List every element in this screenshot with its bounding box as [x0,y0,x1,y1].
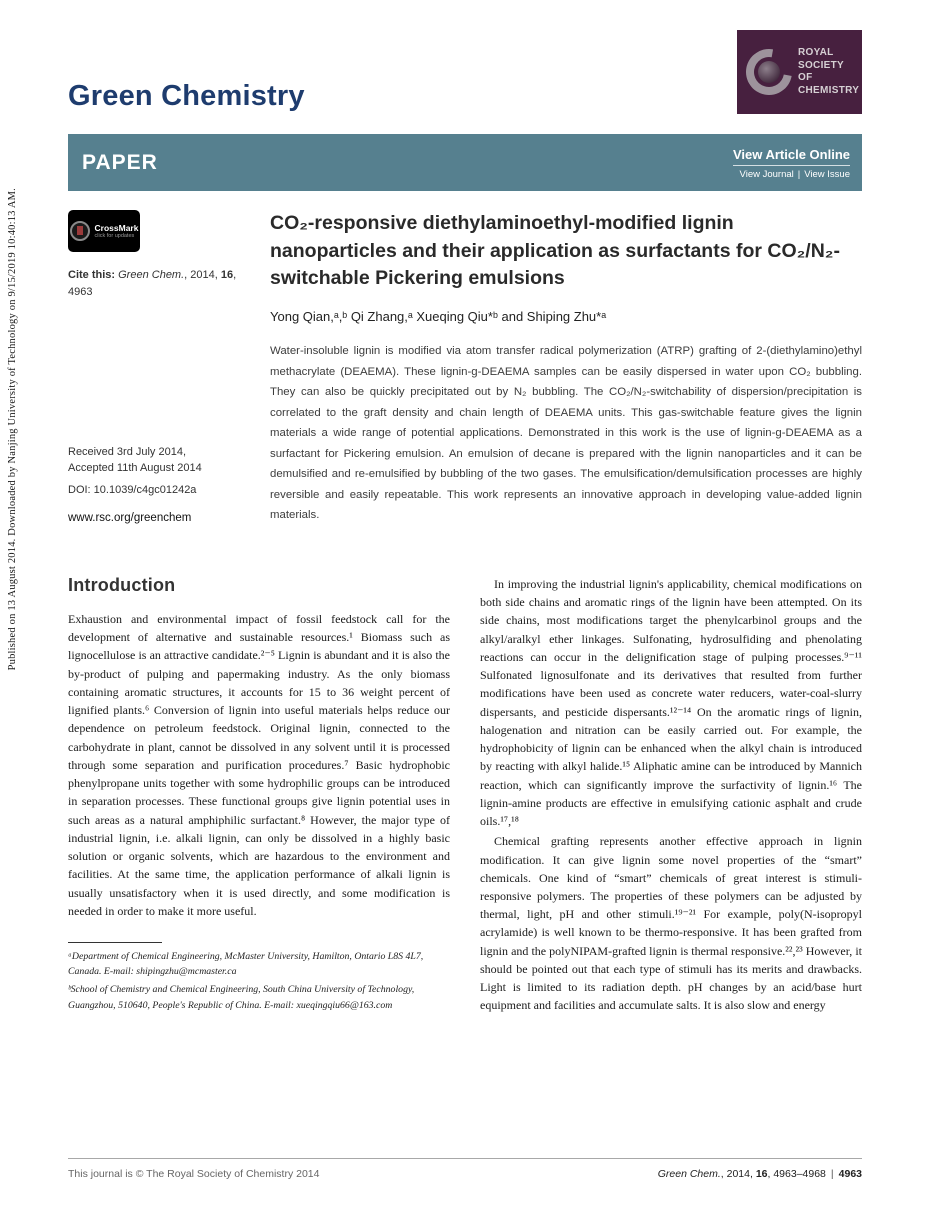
crossmark-icon [70,221,90,241]
article-type-banner [68,134,862,191]
footer-page-number: 4963 [838,1168,862,1180]
article-meta-column [68,210,270,526]
intro-paragraph-1: Exhaustion and environmental impact of fossil feedstock call for the development of alternative and sustainable resources.¹ Biomass such as lignocellulose is an attractive candidate.²⁻⁵ Lignin is abundant and it is also the by-product of pulping and papermaking industry. As the only biomass containing aromatic structures, it accounts for 15 to 36 weight percent of lignified plants.⁶ Conversion of lignin into useful materials helps reduce our dependence on petroleum feedstock. Original lignin, connected to the carbohydrate in plant, cannot be dissolved in any solvent until it is processed through some separation and purification procedures.⁷ Basic hydrophobic phenylpropane units together with some hydrophilic groups can be introduced in separation processes. These functional groups give lignin potential uses in such areas as a natural amphiphilic surfactant.⁸ However, the major type of industrial lignin, i.e. alkali lignin, can only be dissolved in a highly basic solution or organic solvents, which are hazardous to the environment and facilities. At the same time, the application performance of alkali lignin is usually unsatisfactory when it is used directly, and some modification is needed in order to make it more useful. [68,612,450,918]
view-links [733,169,850,180]
citation-info [68,267,248,301]
doi: DOI: 10.1039/c4gc01242a [68,483,197,496]
article-title: CO₂-responsive diethylaminoethyl-modified lignin nanoparticles and their application as surfactants for CO₂/N₂-switchable Pickering emulsions [270,212,840,290]
footer-pages: , 4963–4968 [767,1168,826,1180]
article-header [68,210,862,526]
body-right-column [480,575,862,1016]
accepted-date: Accepted 11th August 2014 [68,462,202,475]
rsc-logo-text [798,47,859,97]
abstract: Water-insoluble lignin is modified via atom transfer radical polymerization (ATRP) grafting of 2-(diethylamino)ethyl methacrylate (DEAEMA). These lignin-g-DEAEMA samples can be easily dispersed in water upon CO₂ bubbling. They can also be quickly precipitated out by N₂ bubbling. The CO₂/N₂-switchability of dispersion/precipitation is correlated to the graft density and chain length of DEAEMA units. This gas-switchable feature gives the lignin materials a wide range of potential applications. Demonstrated in this work is the use of lignin-g-DEAEMA as a surfactant for Pickering emulsion. An emulsion of decane is prepared with the lignin nanoparticles and it can be demulsified and re-emulsified by bubbling of the two gases. The emulsification/demulsification processes are highly reversible and easily repeatable. This work represents an innovative approach in developing value-added lignin materials. [270,345,862,522]
crossmark-badge[interactable] [68,210,140,252]
intro-paragraph-3: Chemical grafting represents another effective approach in lignin modification. It can give lignin some novel properties of the “smart” chemicals. One kind of “smart” chemicals of great interest is stimuli-responsive polymers. The properties of these polymers can be adjusted by thermal, light, pH and other stimuli.¹⁹⁻²¹ For example, poly(N-isopropyl acrylamide) is well known to be thermo-responsive. It has been grafted from lignin and the polyNIPAM-grafted lignin is thermal responsive.²²,²³ However, it should be pointed out that each type of stimuli has its merits and drawbacks. Light is limited to its radiation depth. pH changes by an acid/base hurt equipment and facilities and accumulate salts. It is also slow and energy [480,834,862,1013]
author-list: Yong Qian,ᵃ,ᵇ Qi Zhang,ᵃ Xueqing Qiu*ᵇ and Shiping Zhu*ᵃ [270,309,607,325]
footer-citation [658,1168,862,1180]
affiliation-footnote-b: ᵇSchool of Chemistry and Chemical Engineering, South China University of Technology, Guangzhou, 510640, People's Republic of China. E-mail: xueqingqiu66@163.com [68,984,415,1011]
cite-prefix: Cite this: [68,269,119,281]
article-type-label: PAPER [82,150,158,174]
footnote-divider [68,942,162,943]
footer-journal-name: Green Chem. [657,1168,721,1180]
section-heading-introduction: Introduction [68,575,176,595]
rsc-logo [737,30,862,114]
rsc-roundel-center [758,61,780,83]
view-links-divider: | [797,168,801,180]
download-provenance-note: Published on 13 August 2014. Downloaded by Nanjing University of Technology on 9/15/2019 10:40:13 AM. [7,188,18,671]
cite-pages: , 4963 [68,269,237,299]
rsc-logo-line2: OF CHEMISTRY [798,72,860,96]
footer-volume: 16 [755,1168,768,1180]
intro-paragraph-2: In improving the industrial lignin's applicability, chemical modifications on both side chains and aromatic rings of the lignin have been attempted. On its side chains, most modifications target the phenylcarbinol groups and the alkyl/aralkyl ether linkages. Sulfonating, hydrosulfiding and phenolating reactions can occur in the delignification stage of pulping processes.⁹⁻¹¹ Sulfonated lignosulfonate and its derivatives that resulted from further modifications have been used as concrete water reducers, water-coal-slurry dispersants, and pesticide dispersants.¹²⁻¹⁴ On the aromatic rings of lignin, halogenation and nitration can be easily carried out. For example, the hydrophobicity of lignin can be enhanced when the alkyl chain is introduced by reacting with alkyl halide.¹⁵ Aliphatic amine can be introduced by Mannich reaction, which can significantly improve the surfactivity of lignin.¹⁶ The lignin-amine products are effective in emulsifying cationic asphalt and crude oils.¹⁷,¹⁸ [480,577,862,829]
article-title-column [270,210,862,526]
rsc-logo-line1: ROYAL SOCIETY [798,47,844,71]
view-options [733,146,850,180]
view-article-online-link[interactable]: View Article Online [733,147,850,166]
received-date: Received 3rd July 2014, [68,446,187,459]
rsc-roundel-icon [746,49,792,95]
view-issue-link[interactable]: View Issue [804,168,850,180]
view-journal-link[interactable]: View Journal [739,168,794,180]
crossmark-sublabel: click for updates [94,233,135,239]
crossmark-text [95,223,139,239]
journal-website-link[interactable]: www.rsc.org/greenchem [68,511,192,524]
crossmark-label: CrossMark [94,223,139,233]
cite-volume: 16 [220,269,234,281]
cite-journal-name: Green Chem. [118,269,185,281]
page-footer [68,1158,862,1180]
journal-title: Green Chemistry [68,80,305,112]
body-left-column [68,575,450,1016]
cite-year: , 2014, [184,269,221,281]
footer-divider: | [830,1168,834,1180]
footer-year: , 2014, [720,1168,756,1180]
article-body [68,575,862,1016]
affiliation-footnote-a: ᵃDepartment of Chemical Engineering, McMaster University, Hamilton, Ontario L8S 4L7, Canada. E-mail: shipingzhu@mcmaster.ca [68,950,424,978]
copyright-notice: This journal is © The Royal Society of Chemistry 2014 [68,1168,320,1180]
